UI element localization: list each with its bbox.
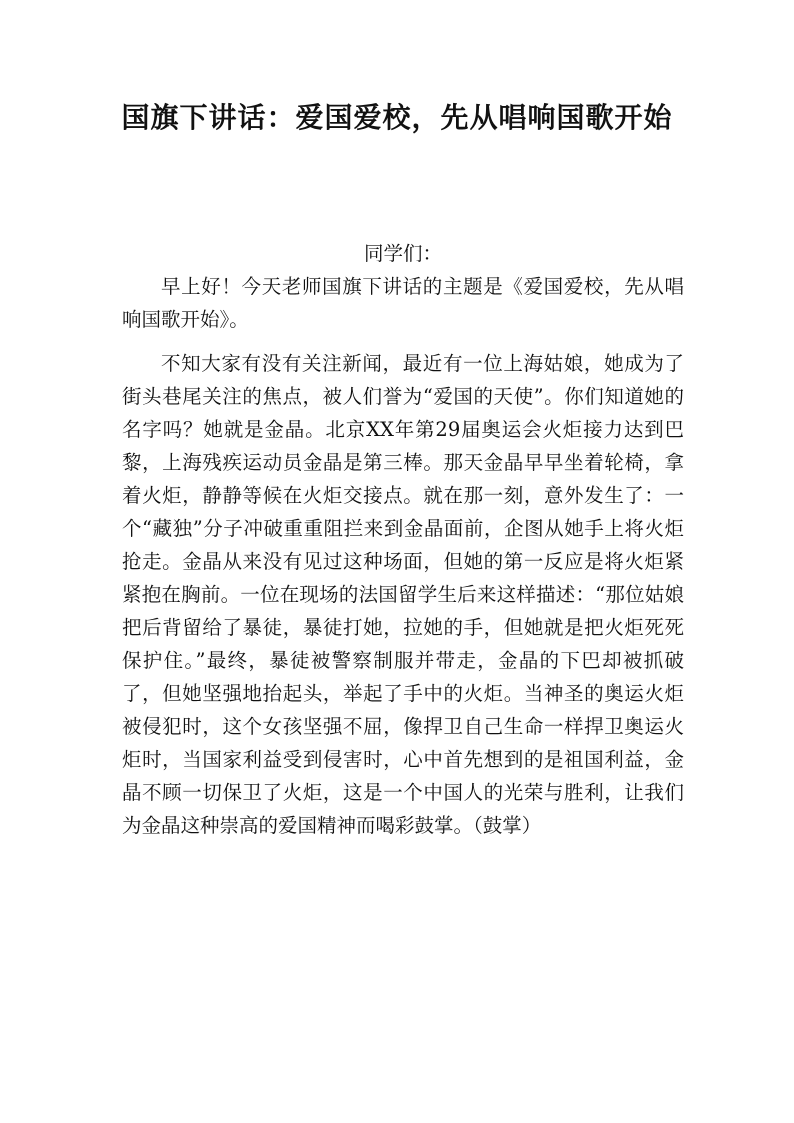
document-body (122, 237, 684, 853)
paragraph-greeting: 早上好！今天老师国旗下讲话的主题是《爱国爱校，先从唱响国歌开始》。 (122, 275, 684, 331)
paragraph-jin-jing-story: 不知大家有没有关注新闻，最近有一位上海姑娘，她成为了街头巷尾关注的焦点，被人们誉为“爱国的天使”。你们知道她的名字吗？她就是金晶。北京XX年第29届奥运会火炬接力达到巴黎，上海残疾运动员金晶是第三棒。那天金晶早早坐着轮椅，拿着火炬，静静等候在火炬交接点。就在那一刻，意外发生了：一个“藏独”分子冲破重重阻拦来到金晶面前，企图从她手上将火炬抢走。金晶从来没有见过这种场面，但她的第一反应是将火炬紧紧抱在胸前。一位在现场的法国留学生后来这样描述：“那位姑娘把后背留给了暴徒，暴徒打她，拉她的手，但她就是把火炬死死保护住。”最终，暴徒被警察制服并带走，金晶的下巴却被抓破了，但她坚强地抬起头，举起了手中的火炬。当神圣的奥运火炬被侵犯时，这个女孩坚强不屈，像捍卫自己生命一样捍卫奥运火炬时，当国家利益受到侵害时，心中首先想到的是祖国利益，金晶不顾一切保卫了火炬，这是一个中国人的光荣与胜利，让我们为金晶这种崇高的爱国精神而喝彩鼓掌。（鼓掌） (122, 352, 684, 837)
document-title: 国旗下讲话：爱国爱校，先从唱响国歌开始 (121, 101, 673, 134)
salutation: 同学们： (363, 242, 442, 265)
